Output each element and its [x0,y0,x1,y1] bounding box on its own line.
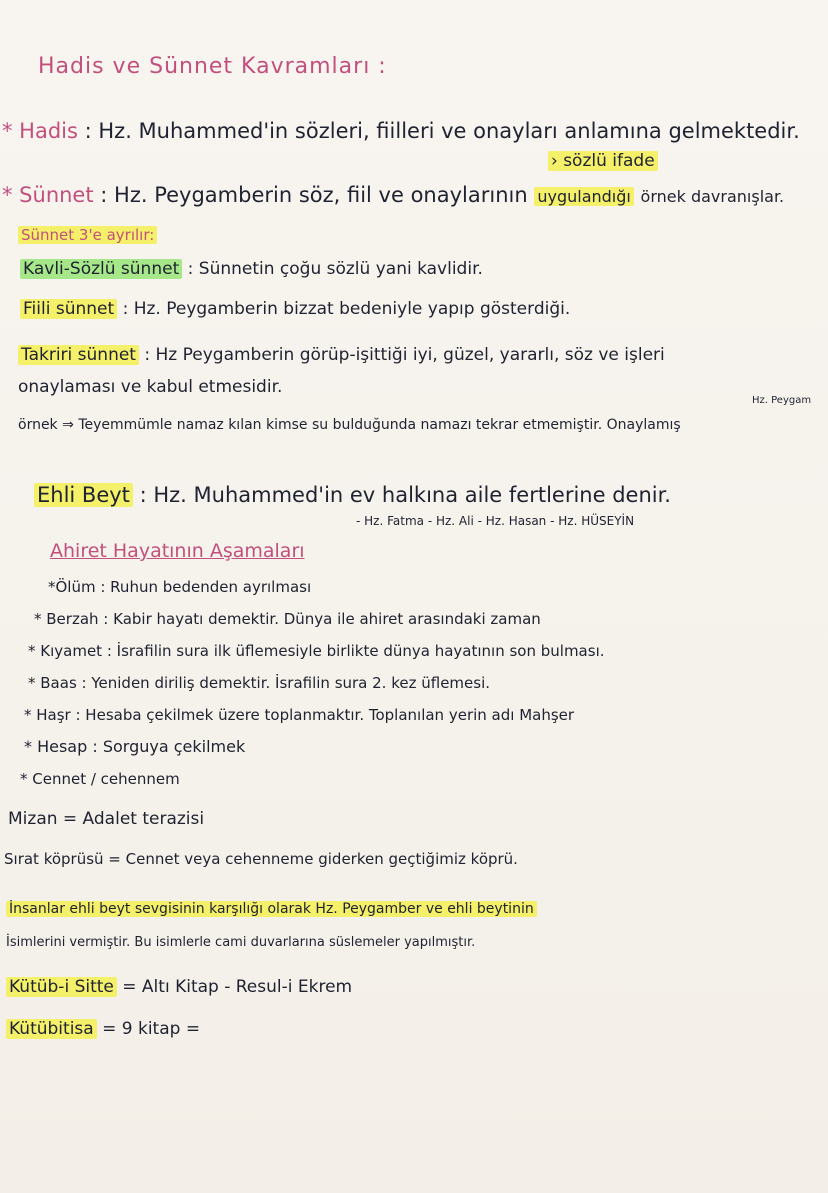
kutub-i-sitte-definition: = Altı Kitap - Resul-i Ekrem [122,977,353,997]
insanlar-line-2: İsimlerini vermiştir. Bu isimlerle cami duvarlarına süslemeler yapılmıştır. [6,935,476,950]
hadis-line [2,120,800,142]
sunnet-definition: : Hz. Peygamberin söz, fiil ve onaylarının [100,183,528,207]
kavli-definition: : Sünnetin çoğu sözlü yani kavlidir. [187,259,483,279]
example-label: örnek ⇒ [18,417,74,433]
sirat-line: Sırat köprüsü = Cennet veya cehenneme giderken geçtiğimiz köprü. [4,850,518,868]
kutub-i-sitte-term: Kütüb-i Sitte [6,977,117,997]
takriri-term: Takriri sünnet [18,345,139,365]
kutubitisa-definition: = 9 kitap = [102,1019,201,1039]
kutub-i-sitte-line [6,976,352,998]
hadis-note-highlight: › sözlü ifade [548,151,658,171]
sunnet-line [2,184,784,208]
mizan-line: Mizan = Adalet terazisi [8,809,205,829]
sunnet-definition-end: örnek davranışlar. [640,187,785,206]
takriri-sunnet-line [18,344,665,366]
fiili-definition: : Hz. Peygamberin bizzat bedeniyle yapıp gösterdiği. [122,299,571,319]
ehli-beyt-term: Ehli Beyt [34,483,133,507]
insanlar-line-1: İnsanlar ehli beyt sevgisinin karşılığı olarak Hz. Peygamber ve ehli beytinin [6,898,537,920]
fiili-sunnet-line [20,298,570,320]
ahiret-berzah: * Berzah : Kabir hayatı demektir. Dünya ile ahiret arasındaki zaman [34,610,541,628]
example-note: Onaylamış [606,417,681,433]
example-note-top: Hz. Peygam [752,395,812,406]
sunnet-types-header: Sünnet 3'e ayrılır: [18,224,157,246]
ahiret-olum: *Ölüm : Ruhun bedenden ayrılması [48,578,312,596]
ahiret-hasr: * Haşr : Hesaba çekilmek üzere toplanmaktır. Toplanılan yerin adı Mahşer [24,706,575,724]
ahiret-baas: * Baas : Yeniden diriliş demektir. İsrafilin sura 2. kez üflemesi. [28,674,491,692]
kutubitisa-term: Kütübitisa [6,1019,97,1039]
sunnet-highlight: uygulandığı [534,187,634,206]
example-text: Teyemmümle namaz kılan kimse su bulduğunda namazı tekrar etmemiştir. [78,417,603,433]
takriri-definition-cont: onaylaması ve kabul etmesidir. [18,377,283,397]
hadis-definition: : Hz. Muhammed'in sözleri, fiilleri ve onayları anlamına gelmektedir. [84,119,800,143]
page-title: Hadis ve Sünnet Kavramları : [38,54,387,79]
ehli-beyt-line [34,484,671,506]
ehli-beyt-definition: : Hz. Muhammed'in ev halkına aile fertlerine denir. [139,483,671,507]
kavli-term: Kavli-Sözlü sünnet [20,259,182,279]
kutubitisa-line [6,1018,200,1040]
ahiret-header: Ahiret Hayatının Aşamaları [50,540,305,562]
ahiret-hesap: * Hesap : Sorguya çekilmek [24,737,246,756]
kavli-sunnet-line [20,258,483,280]
hadis-term: * Hadis [2,119,78,143]
ahiret-cennet: * Cennet / cehennem [20,770,180,788]
ehli-beyt-members: - Hz. Fatma - Hz. Ali - Hz. Hasan - Hz. HÜSEYİN [356,514,635,528]
fiili-term: Fiili sünnet [20,299,117,319]
hadis-note [548,150,658,172]
sunnet-term: * Sünnet [2,183,94,207]
example-line [18,414,681,436]
takriri-definition: : Hz Peygamberin görüp-işittiği iyi, güzel, yararlı, söz ve işleri [144,345,665,365]
ahiret-kiyamet: * Kıyamet : İsrafilin sura ilk üflemesiyle birlikte dünya hayatının son bulması. [28,642,605,660]
